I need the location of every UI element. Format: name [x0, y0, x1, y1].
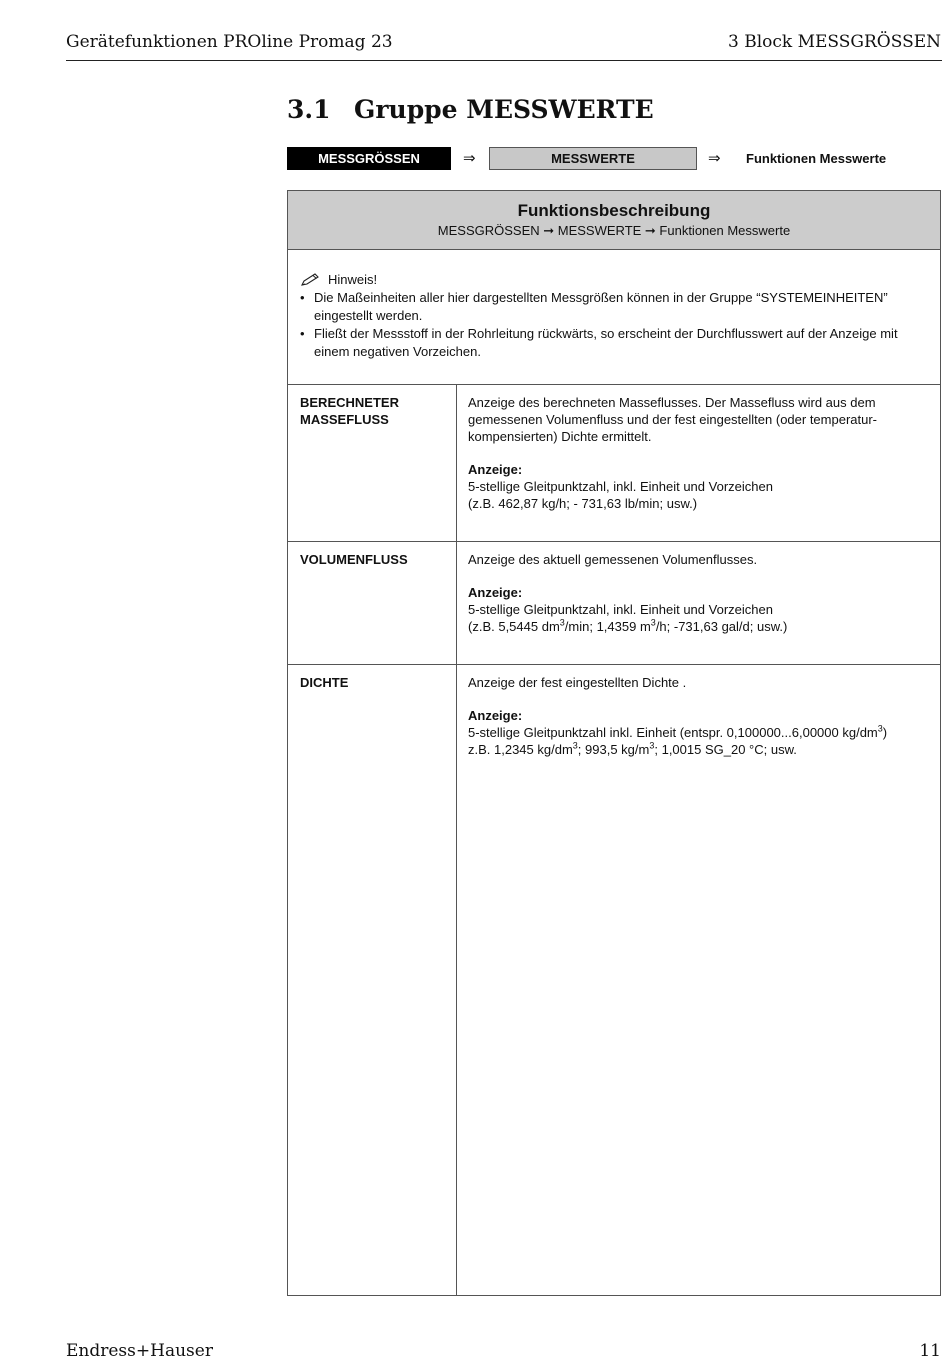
pencil-note-icon	[300, 273, 320, 287]
function-label-dichte: DICHTE	[300, 675, 349, 690]
running-header-right: 3 Block MESSGRÖSSEN	[727, 32, 941, 52]
display-example: (z.B. 5,5445 $dm^3/\min$; 1,4359 $m^3/h$; -731,63 gal/d; usw.)	[468, 617, 788, 634]
function-description-volumenfluss	[468, 551, 930, 635]
display-example: (z.B. 462,87 kg/h; - 731,63 lb/min; usw.)	[468, 496, 698, 511]
display-format: 5-stellige Gleitpunktzahl, inkl. Einheit und Vorzeichen	[468, 479, 773, 494]
row-divider	[288, 384, 940, 385]
function-label-volumenfluss: VOLUMENFLUSS	[300, 552, 408, 567]
function-table	[287, 190, 941, 1296]
description-text: Anzeige der fest eingestellten Dichte .	[468, 675, 687, 690]
column-divider	[456, 384, 457, 1295]
footer-company: Endress+Hauser	[66, 1341, 213, 1361]
nav-block-box: MESSGRÖSSEN	[287, 147, 451, 170]
note-bullet: • Fließt der Messstoff in der Rohrleitung rückwärts, so erscheint der Durchflusswert auf der Anzeige mit einem negativen Vorzeichen.	[300, 325, 930, 361]
row-divider	[288, 541, 940, 542]
display-label: Anzeige:	[468, 708, 523, 723]
nav-arrow-icon: ⇒	[463, 150, 476, 167]
section-number: 3.1	[287, 95, 331, 124]
nav-arrow-icon: ⇒	[708, 150, 721, 167]
note-heading: Hinweis!	[328, 272, 378, 287]
section-title-text: Gruppe MESSWERTE	[354, 95, 654, 124]
table-title: Funktionsbeschreibung	[517, 201, 711, 220]
note-block	[300, 271, 930, 361]
description-text: Anzeige des aktuell gemessenen Volumenflusses.	[468, 552, 758, 567]
section-title	[287, 95, 654, 124]
display-label: Anzeige:	[468, 462, 523, 477]
function-description-dichte	[468, 674, 930, 758]
display-format: 5-stellige Gleitpunktzahl, inkl. Einheit und Vorzeichen	[468, 602, 773, 617]
nav-functions-text: Funktionen Messwerte	[746, 151, 887, 166]
description-text: Anzeige des berechneten Masseflusses. Der Massefluss wird aus dem gemessenen Volumenfluss und der fest eingestellten (oder temperatur-kompensierten) Dichte ermittelt.	[468, 395, 878, 444]
note-list	[300, 289, 930, 361]
row-divider	[288, 664, 940, 665]
nav-group-box: MESSWERTE	[489, 147, 697, 170]
running-header-left: Gerätefunktionen PROline Promag 23	[66, 32, 393, 52]
display-example: z.B. 1,2345 $kg/dm^3$; 993,5 $kg/m^3$; 1,0015 SG_20 °C; usw.	[468, 740, 797, 757]
display-format: 5-stellige Gleitpunktzahl inkl. Einheit (entspr. 0,100000...6,00000 $kg/dm^3$)	[468, 723, 888, 740]
table-header	[288, 191, 940, 250]
page-number: 11	[919, 1341, 941, 1361]
table-path: MESSGRÖSSEN ➞ MESSWERTE ➞ Funktionen Messwerte	[437, 223, 791, 238]
note-bullet: • Die Maßeinheiten aller hier dargestellten Messgrößen können in der Gruppe “SYSTEMEINHEITEN” eingestellt werden.	[300, 289, 930, 325]
display-label: Anzeige:	[468, 585, 523, 600]
function-description-berechneter-massefluss	[468, 394, 930, 512]
header-rule	[66, 60, 942, 61]
function-label-berechneter-massefluss: BERECHNETER MASSEFLUSS	[300, 395, 399, 427]
